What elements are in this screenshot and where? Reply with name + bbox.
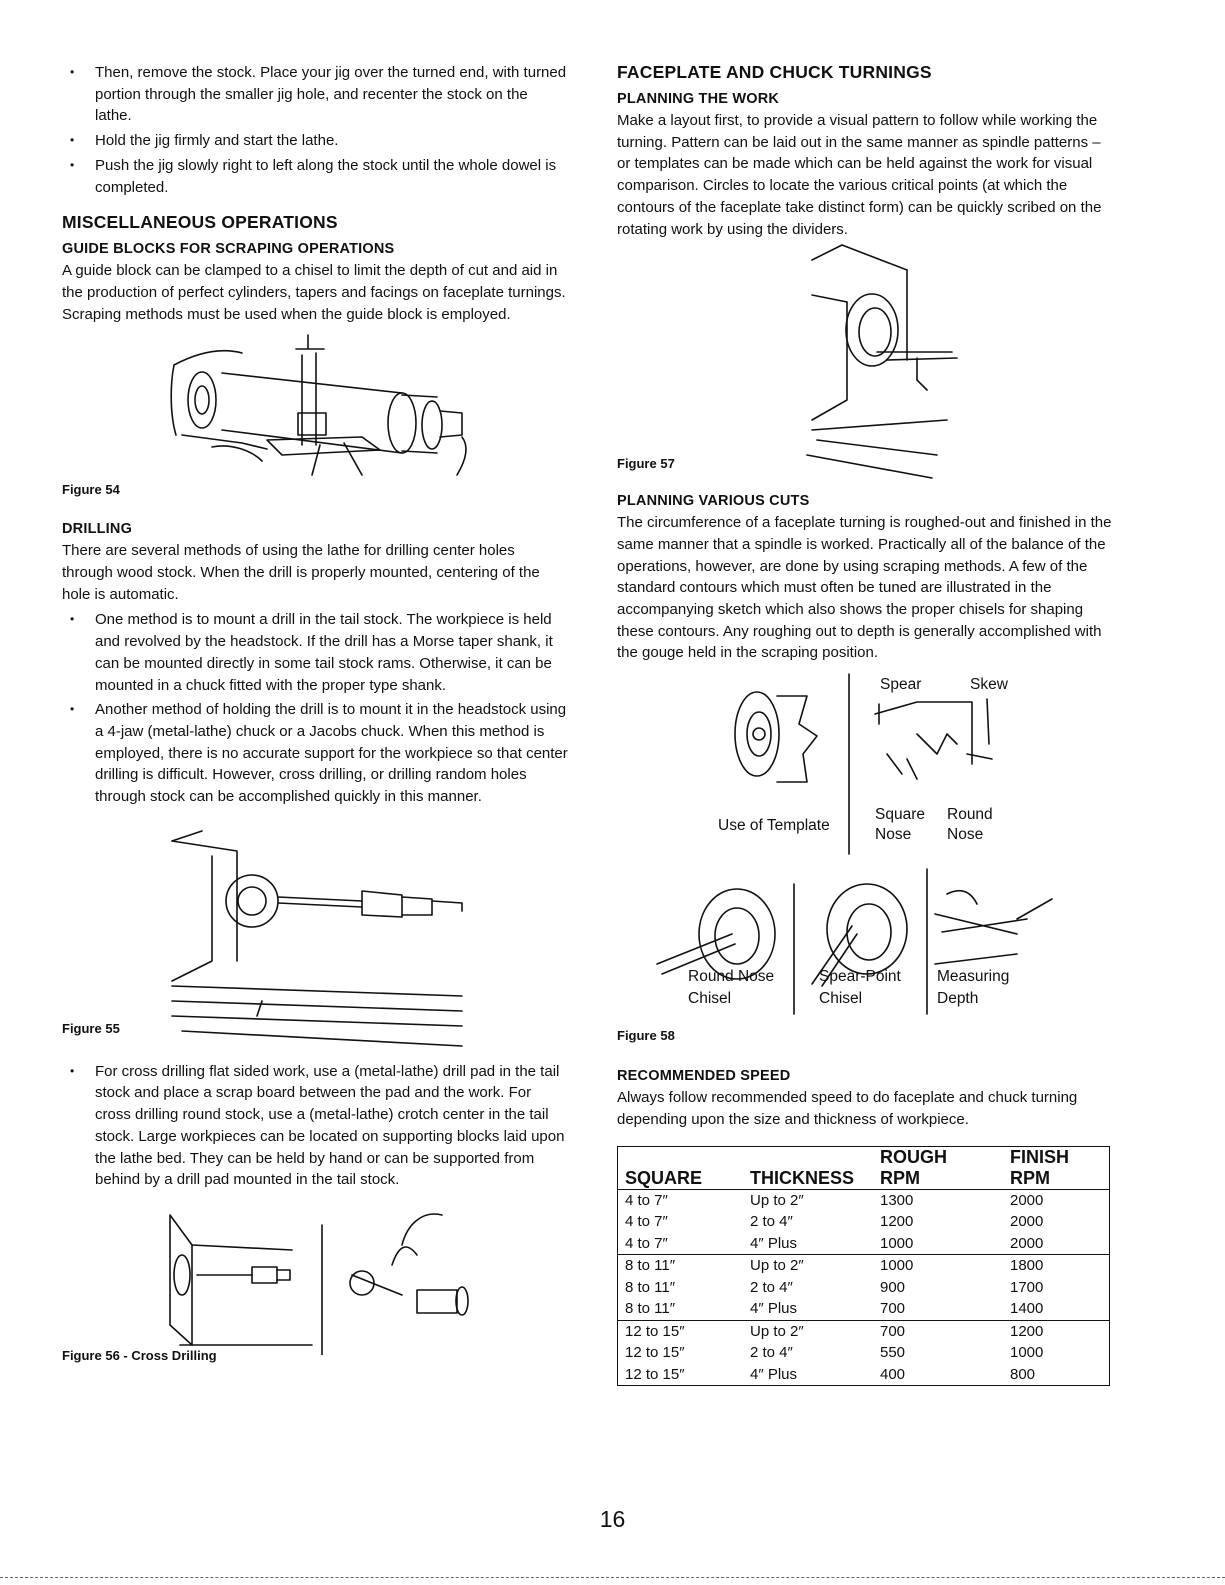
speed-table (617, 1146, 1110, 1387)
figure-57 (617, 240, 1117, 485)
table-row: 8 to 11″ 4″ Plus 700 1400 (618, 1298, 1110, 1320)
table-header-rough: ROUGH RPM (880, 1146, 947, 1188)
measuring-depth-label-1: Measuring (937, 968, 1010, 986)
round-nose-chisel-label-1: Round Nose (688, 968, 775, 986)
table-row: 4 to 7″ 4″ Plus 1000 2000 (618, 1233, 1110, 1255)
faceplate-dividers-illustration (617, 240, 1117, 485)
drilling-heading: DRILLING (62, 521, 133, 538)
right-column (617, 62, 1117, 1386)
square-nose-label: Nose (875, 826, 912, 844)
left-column (62, 62, 568, 1375)
table-row: 8 to 11″ Up to 2″ 1000 1800 (625, 1257, 1044, 1275)
spear-point-chisel-label-1: Spear-Point (819, 968, 901, 986)
table-header-thickness: THICKNESS (750, 1167, 855, 1188)
misc-operations-heading: MISCELLANEOUS OPERATIONS (62, 212, 338, 233)
figure-55-label: Figure 55 (62, 1020, 120, 1036)
figure-56-label: Figure 56 - Cross Drilling (62, 1347, 217, 1363)
recommended-speed-text: Always follow recommended speed to do faceplate and chuck turning depending upon the size and thickness of workpiece. (617, 1089, 1078, 1128)
table-row: 4 to 7″ Up to 2″ 1300 2000 (625, 1191, 1044, 1209)
list-item: • Then, remove the stock. Place your jig over the turned end, with turned portion through the smaller jig hole, and recenter the stock on the lathe. (62, 62, 568, 127)
contour-chisels-illustration (617, 664, 1117, 1074)
spear-point-chisel-label-2: Chisel (819, 990, 863, 1008)
headstock-drill-illustration (62, 811, 568, 1051)
planning-work-text: Make a layout first, to provide a visual pattern to follow while working the turning. Pattern can be laid out in the same manner as spindle patterns – or templates can be made which can be held against the work for visual comparison. Circles to locate the various critical points (at which the contours of the faceplate take distinct form) can be quickly scribed on the rotating work by using the dividers. (617, 112, 1102, 238)
figure-57-label: Figure 57 (617, 456, 675, 472)
planning-work-heading: PLANNING THE WORK (617, 91, 780, 107)
recommended-speed-heading: RECOMMENDED SPEED (617, 1068, 791, 1085)
cross-drilling-illustration (62, 1205, 568, 1355)
table-row: 8 to 11″ 2 to 4″ 900 1700 (625, 1278, 1044, 1296)
round-label: Round (947, 806, 993, 824)
planning-cuts-heading: PLANNING VARIOUS CUTS (617, 493, 810, 510)
list-item: • For cross drilling flat sided work, use a (metal-lathe) drill pad in the tail stock and place a scrap board between the pad and the work. For cross drilling round stock, use a (metal-lathe) crotch center in the tail stock. Large workpieces can be located on supporting blocks laid upon the lathe bed. They can be held by hand or can be supported from behind by a drill pad mounted in the tail stock. (62, 1061, 568, 1191)
round-nose-chisel-label-2: Chisel (688, 990, 732, 1008)
square-label: Square (875, 806, 925, 824)
measuring-depth-label-2: Depth (937, 990, 979, 1008)
list-item: • Push the jig slowly right to left along the stock until the whole dowel is completed. (62, 155, 568, 198)
table-row: 12 to 15″ 4″ Plus 400 800 (625, 1365, 1036, 1383)
page-bottom-rule (0, 1577, 1225, 1578)
page-number: 16 (599, 1506, 626, 1532)
figure-58 (617, 664, 1117, 1074)
cross-drilling-bullet-list (62, 1061, 568, 1191)
planning-cuts-text: The circumference of a faceplate turning is roughed-out and finished in the same manner that a spindle is worked. Practically all of the balance of the operations, however, are done by using scraping methods. A few of the standard contours which must often be tuned are illustrated in the accompanying sketch which also shows the proper chisels for shaping these contours. Any roughing out to depth is generally accomplished with the gouge held in the scraping position. (617, 514, 1112, 662)
list-item: • One method is to mount a drill in the tail stock. The workpiece is held and revolved by the headstock. If the drill has a Morse taper shank, it can be mounted directly in some tail stock rams. Otherwise, it can be mounted in a chuck fitted with the proper type shank. (62, 609, 568, 696)
figure-58-label: Figure 58 (617, 1028, 675, 1044)
round-nose-label: Nose (947, 826, 984, 844)
table-row: 4 to 7″ 2 to 4″ 1200 2000 (625, 1213, 1044, 1231)
table-row: 12 to 15″ Up to 2″ 700 1200 (625, 1322, 1044, 1340)
spear-label: Spear (880, 676, 922, 694)
table-header-square: SQUARE (625, 1167, 703, 1188)
figure-54-label: Figure 54 (62, 482, 120, 498)
drilling-bullet-list (62, 609, 568, 807)
list-item: • Hold the jig firmly and start the lathe. (62, 130, 568, 152)
figure-55 (62, 811, 568, 1051)
guide-blocks-heading: GUIDE BLOCKS FOR SCRAPING OPERATIONS (62, 241, 395, 258)
figure-54 (62, 325, 568, 515)
drilling-text: There are several methods of using the lathe for drilling center holes through wood stock. When the drill is properly mounted, centering of the hole is automatic. (62, 542, 540, 603)
faceplate-heading: FACEPLATE AND CHUCK TURNINGS (617, 62, 932, 82)
figure-56 (62, 1205, 568, 1375)
table-row: 12 to 15″ 2 to 4″ 550 1000 (625, 1344, 1044, 1362)
intro-bullet-list (62, 62, 568, 198)
use-of-template-label: Use of Template (718, 817, 830, 835)
list-item: • Another method of holding the drill is to mount it in the headstock using a 4-jaw (metal-lathe) chuck or a Jacobs chuck. When this method is employed, there is no accurate support for the workpiece so that center drilling is difficult. However, cross drilling, or drilling random holes through stock can be accomplished quickly in this manner. (62, 699, 568, 808)
guide-block-illustration (62, 325, 568, 515)
table-header-finish: FINISH RPM (1010, 1146, 1070, 1188)
skew-label: Skew (970, 676, 1008, 694)
guide-blocks-text: A guide block can be clamped to a chisel to limit the depth of cut and aid in the production of perfect cylinders, tapers and facings on faceplate turnings. Scraping methods must be used when the guide block is employed. (62, 262, 566, 323)
